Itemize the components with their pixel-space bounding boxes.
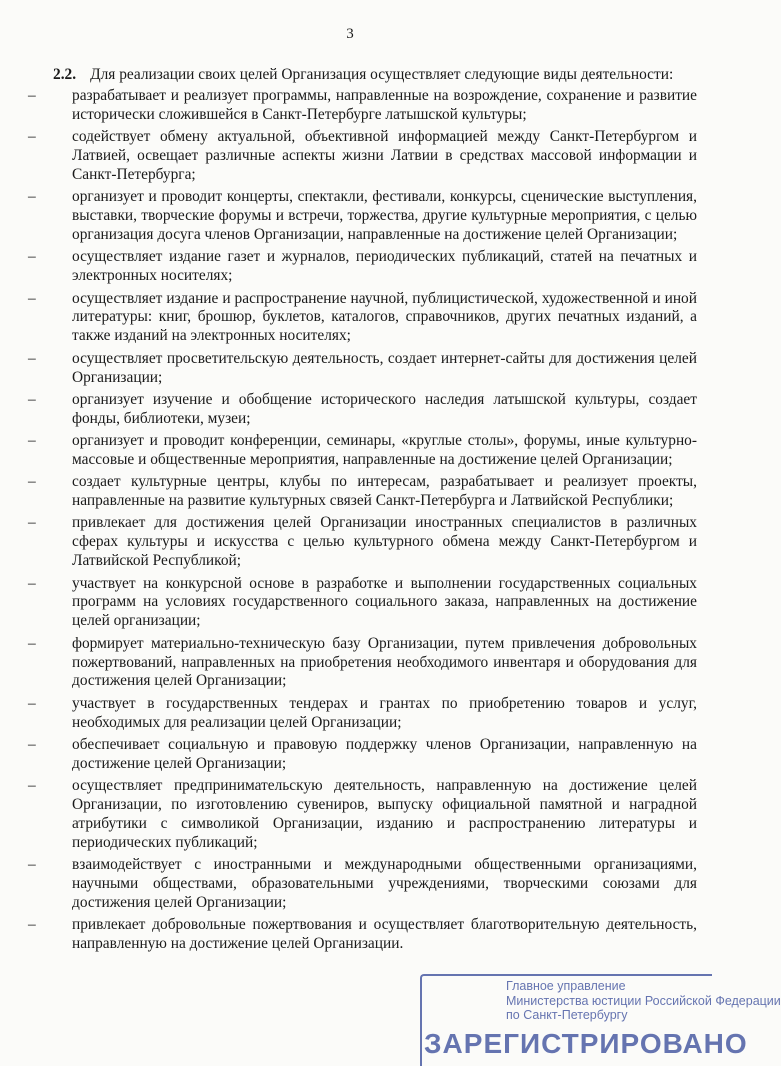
list-item-text: осуществляет просветительскую деятельность, создает интернет-сайты для достижения целей Организации; (72, 349, 697, 386)
registration-stamp (420, 974, 781, 1066)
stamp-line-3: по Санкт-Петербургу (506, 1008, 628, 1022)
list-item-text: взаимодействует с иностранными и международными общественными организациями, научными обществами, образовательными учреждениями, творческими союзами для достижения целей Организации; (72, 856, 697, 912)
list-item (3, 856, 697, 913)
bullet-dash: – (28, 432, 36, 450)
list-item (3, 391, 697, 429)
bullet-dash: – (28, 694, 36, 712)
list-item-text: обеспечивает социальную и правовую поддержку членов Организации, направленную на достижение целей Организации; (72, 735, 697, 772)
list-item (3, 695, 697, 733)
list-item (3, 736, 697, 774)
bullet-dash: – (28, 86, 36, 104)
bullet-dash: – (28, 777, 36, 795)
list-item (3, 432, 697, 470)
page-number: 3 (346, 26, 354, 42)
document-body (3, 66, 697, 958)
list-item-text: содействует обмену актуальной, объективной информацией между Санкт-Петербургом и Латвией, освещает различные аспекты жизни Латвии в средствах массовой информации и Санкт-Петербурга; (72, 128, 697, 183)
bullet-dash: – (28, 574, 36, 592)
stamp-line-2: Министерства юстиции Российской Федерации (506, 994, 781, 1008)
list-item (3, 188, 697, 245)
list-item-text: участвует в государственных тендерах и грантах по приобретению товаров и услуг, необходимых для реализации целей Организации; (72, 694, 697, 731)
bullet-dash: – (28, 248, 36, 266)
list-item (3, 87, 697, 125)
bullet-dash: – (28, 735, 36, 753)
section-intro-text: Для реализации своих целей Организация осуществляет следующие виды деятельности: (90, 66, 674, 83)
bullet-dash: – (28, 349, 36, 367)
list-item (3, 635, 697, 692)
list-item-text: организует и проводит конференции, семинары, «круглые столы», форумы, иные культурно-массовые и общественные мероприятия, направленные на достижение целей Организации; (72, 432, 697, 468)
stamp-line-1: Главное управление (506, 979, 626, 993)
section-intro (3, 66, 697, 85)
list-item-text: формирует материально-техническую базу Организации, путем привлечения добровольных пожертвований, направленных на приобретения необходимого инвентаря и оборудования для достижения целей Организации; (72, 634, 697, 690)
list-item-text: осуществляет предпринимательскую деятельность, направленную на достижение целей Организации, по изготовлению сувениров, выпуску официальной памятной и наградной атрибутики с символикой Организации, изданию и распространению литературы и периодических публикаций; (72, 777, 697, 851)
list-item (3, 290, 697, 347)
list-item-text: организует и проводит концерты, спектакли, фестивали, конкурсы, сценические выступления, выставки, творческие форумы и встречи, торжества, другие культурные мероприятия, с целью организация досуга членов Организации, направленные на достижение целей Организации; (72, 188, 697, 244)
list-item-text: привлекает добровольные пожертвования и осуществляет благотворительную деятельность, направленную на достижение целей Организации. (72, 916, 697, 953)
bullet-dash: – (28, 390, 36, 408)
bullet-dash: – (28, 289, 36, 307)
list-item (3, 916, 697, 954)
list-item (3, 575, 697, 632)
list-item (3, 473, 697, 511)
list-item (3, 777, 697, 853)
list-item-text: осуществляет издание газет и журналов, периодических публикаций, статей на печатных и электронных носителях; (72, 248, 697, 285)
list-item (3, 128, 697, 185)
list-item-text: создает культурные центры, клубы по интересам, разрабатывает и реализует проекты, направленные на развитие культурных связей Санкт-Петербурга и Латвийской Республики; (72, 473, 697, 510)
list-item-text: организует изучение и обобщение исторического наследия латышской культуры, создает фонды, библиотеки, музеи; (72, 390, 697, 427)
list-item (3, 248, 697, 286)
section-number: 2.2. (53, 66, 77, 83)
bullet-dash: – (28, 634, 36, 652)
bullet-dash: – (28, 856, 36, 874)
list-item-text: разрабатывает и реализует программы, направленные на возрождение, сохранение и развитие исторически сложившейся в Санкт-Петербурге латышской культуры; (72, 86, 697, 123)
bullet-dash: – (28, 128, 36, 146)
bullet-dash: – (28, 188, 36, 206)
list-item-text: осуществляет издание и распространение научной, публицистической, художественной и иной литературы: книг, брошюр, буклетов, каталогов, справочников, других печатных изданий, а также изданий на электронных носителях; (72, 289, 697, 345)
bullet-dash: – (28, 514, 36, 532)
list-item-text: привлекает для достижения целей Организации иностранных специалистов в различных сферах культуры и искусства с целью культурного обмена между Санкт-Петербургом и Латвийской Республикой; (72, 514, 697, 570)
list-item (3, 350, 697, 388)
activity-list (3, 87, 697, 954)
list-item-text: участвует на конкурсной основе в разработке и выполнении государственных социальных программ на условиях государственного социального заказа, направленных на достижение целей организации; (72, 574, 697, 630)
list-item (3, 514, 697, 571)
bullet-dash: – (28, 473, 36, 491)
stamp-registered-text: ЗАРЕГИСТРИРОВАНО (424, 1028, 748, 1059)
bullet-dash: – (28, 916, 36, 934)
